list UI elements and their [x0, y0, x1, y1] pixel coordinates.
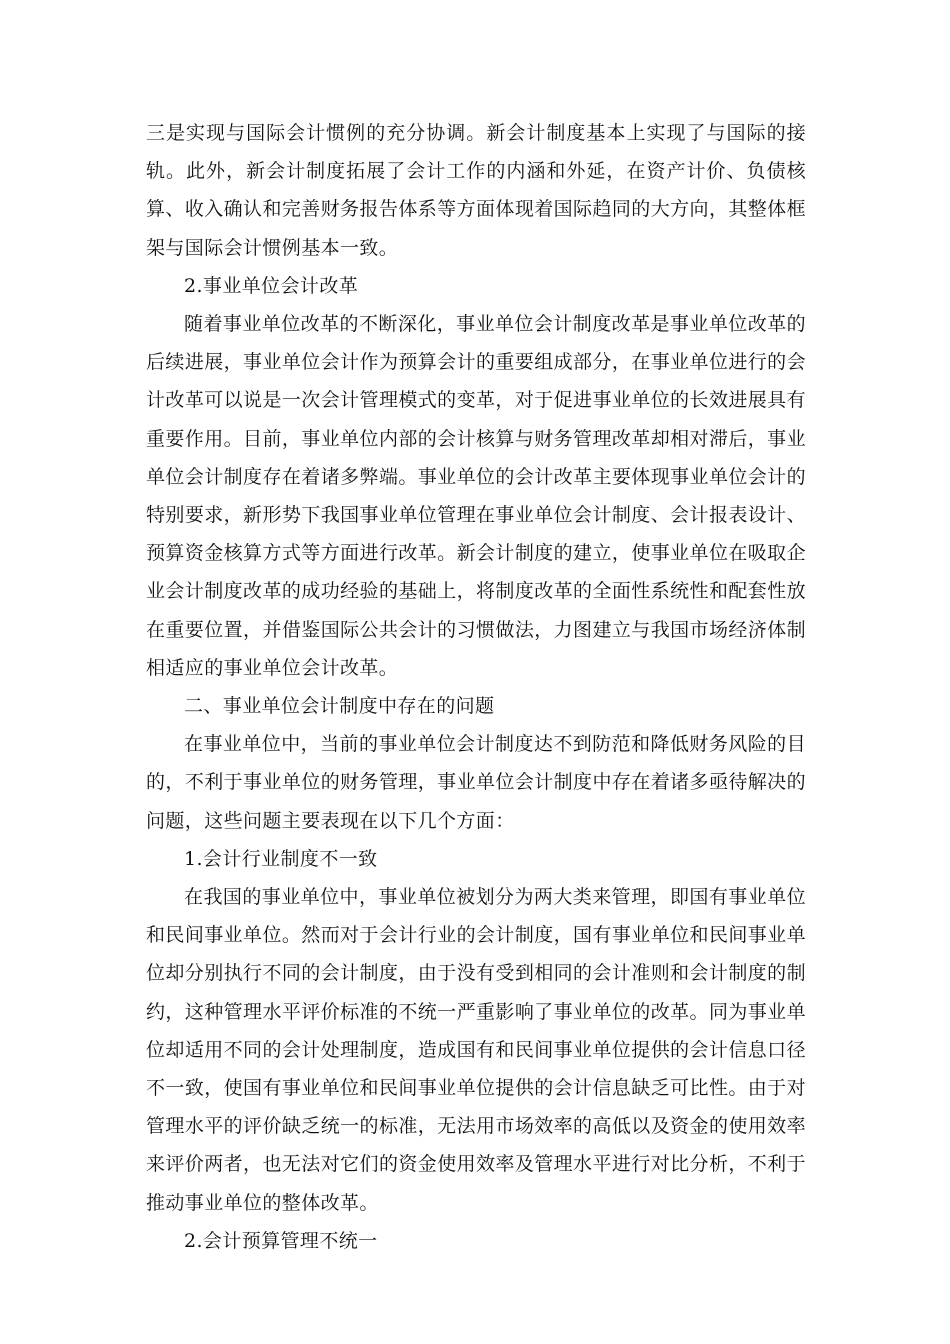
section-heading-2: 2.事业单位会计改革 — [184, 274, 359, 297]
document-body — [146, 114, 806, 1260]
subsection-heading-2: 2.会计预算管理不统一 — [184, 1229, 378, 1252]
paragraph-inconsistent-system: 在我国的事业单位中，事业单位被划分为两大类来管理，即国有事业单位和民间事业单位。然而对于会计行业的会计制度，国有事业单位和民间事业单位却分别执行不同的会计制度，由于没有受到相同的会计准则和会计制度的制约，这种管理水平评价标准的不统一严重影响了事业单位的改革。同为事业单位却适用不同的会计处理制度，造成国有和民间事业单位提供的会计信息口径不一致，使国有事业单位和民间事业单位提供的会计信息缺乏可比性。由于对管理水平的评价缺乏统一的标准，无法用市场效率的高低以及资金的使用效率来评价两者，也无法对它们的资金使用效率及管理水平进行对比分析，不利于推动事业单位的整体改革。 — [146, 886, 806, 1214]
paragraph-reform: 随着事业单位改革的不断深化，事业单位会计制度改革是事业单位改革的后续进展，事业单位会计作为预算会计的重要组成部分，在事业单位进行的会计改革可以说是一次会计管理模式的变革，对于促进事业单位的长效进展具有重要作用。目前，事业单位内部的会计核算与财务管理改革却相对滞后，事业单位会计制度存在着诸多弊端。事业单位的会计改革主要体现事业单位会计的特别要求，新形势下我国事业单位管理在事业单位会计制度、会计报表设计、预算资金核算方式等方面进行改革。新会计制度的建立，使事业单位在吸取企业会计制度改革的成功经验的基础上，将制度改革的全面性系统性和配套性放在重要位置，并借鉴国际公共会计的习惯做法，力图建立与我国市场经济体制相适应的事业单位会计改革。 — [146, 313, 806, 679]
paragraph-problems-intro: 在事业单位中，当前的事业单位会计制度达不到防范和降低财务风险的目的，不利于事业单位的财务管理，事业单位会计制度中存在着诸多亟待解决的问题，这些问题主要表现在以下几个方面： — [146, 733, 806, 832]
subsection-heading-1: 1.会计行业制度不一致 — [184, 847, 378, 870]
section-heading-problems: 二、事业单位会计制度中存在的问题 — [184, 695, 495, 718]
paragraph-intro: 三是实现与国际会计惯例的充分协调。新会计制度基本上实现了与国际的接轨。此外，新会计制度拓展了会计工作的内涵和外延，在资产计价、负债核算、收入确认和完善财务报告体系等方面体现着国际趋同的大方向，其整体框架与国际会计惯例基本一致。 — [146, 122, 806, 259]
